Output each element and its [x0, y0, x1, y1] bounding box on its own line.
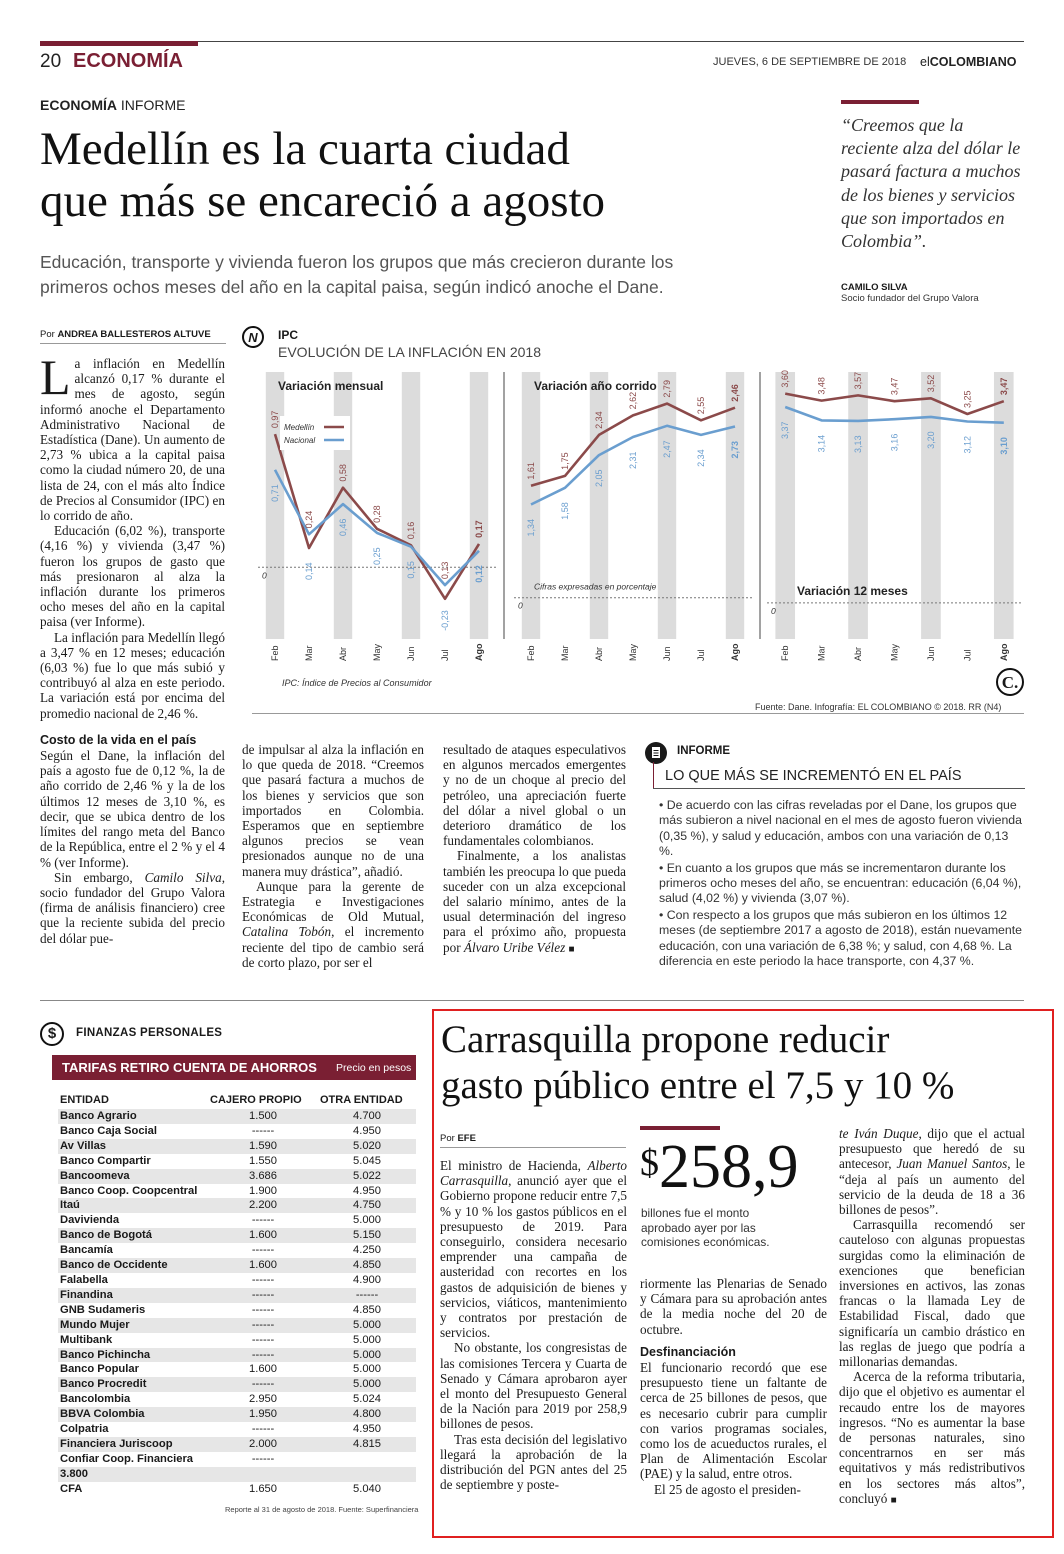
table-row [58, 1467, 416, 1482]
cell-entidad: BBVA Colombia [58, 1407, 208, 1422]
chart-band [921, 372, 941, 639]
table-row [58, 1407, 416, 1422]
a2-c1-paragraph-2: No obstante, los congresistas de las comisiones Tercera y Cuarta de Senado y Cámara aprobaron ayer el monto del Presupuesto General de la Nación para 2019 por 258,9 billones de pesos. [440, 1340, 627, 1432]
table-row [58, 1228, 416, 1243]
col1-paragraph-1: a inflación en Medellín alcanzó 0,17 % durante el mes de agosto, según informó anoche el Departamento Administrativo Nacional de Estadística (Dane). Un aumento de 2,73 % ubica a la capital paisa como la ciudad número 20, de una lista de 24, con el más alto Índice de Precios al Consumidor (IPC) en lo corrido de año. [40, 356, 225, 524]
a2-c2-paragraph-3: El 25 de agosto el presiden- [654, 1481, 801, 1497]
cell-cajero-propio: ------ [251, 1273, 275, 1286]
table-row [58, 1482, 416, 1497]
data-label: 2,62 [628, 391, 638, 410]
table-row [58, 1213, 416, 1228]
cell-cajero-propio: 1.600 [208, 1258, 318, 1273]
table-row [58, 1273, 416, 1288]
inflation-chart [252, 364, 1024, 694]
table-row [58, 1198, 416, 1213]
legend-label: Nacional [284, 436, 316, 445]
cell-entidad: Finandina [58, 1288, 208, 1303]
data-label: 2,55 [696, 396, 706, 415]
cell-entidad: Banco de Bogotá [58, 1228, 208, 1243]
data-label: 0,12 [474, 565, 484, 583]
chart-band [470, 372, 488, 639]
chart-band [658, 372, 676, 639]
article2-headline [441, 1017, 954, 1109]
data-label: 3,20 [925, 431, 936, 449]
cell-entidad: Itaú [58, 1198, 208, 1213]
data-label: 3,10 [998, 437, 1009, 455]
cell-cajero-propio: ------ [208, 1348, 318, 1363]
dollar-icon: $ [40, 1022, 64, 1046]
col3-paragraph-2: Finalmente, a los analistas también les preocupa lo que pueda suceder con un alza excepcional del salario mínimo, antes de la usual determinación del ingreso para el próximo año, propuesta por Álvaro Uribe Vélez ■ [443, 848, 626, 955]
panel-title: Variación mensual [278, 379, 384, 393]
zero-label: 0 [518, 600, 523, 611]
data-label: 0,17 [474, 520, 484, 538]
data-label: 3,12 [962, 435, 973, 454]
drop-cap: L [40, 349, 71, 405]
cell-otra-entidad: 4.900 [353, 1273, 381, 1286]
article2-headline-line2: gasto público entre el 7,5 y 10 % [441, 1064, 955, 1107]
chart-tag: IPC [278, 328, 299, 342]
article2-column-3 [839, 1126, 1025, 1508]
col1-paragraph-3: La inflación para Medellín llegó a 3,47 % en 12 meses; educación (6,03 %) fue lo que más subió y contribuyó al alza en este periodo. La variación está por encima del promedio nacional de 2,46 %. [40, 629, 225, 721]
data-label: 3,52 [925, 374, 936, 393]
tick-label: Feb [270, 645, 280, 661]
cell-entidad: Banco Popular [60, 1363, 139, 1376]
cell-cajero-propio: ------ [251, 1333, 275, 1346]
informe-tag: INFORME [677, 745, 731, 757]
cell-otra-entidad: 5.000 [318, 1377, 416, 1392]
chart-band [522, 372, 540, 639]
data-label: 0,13 [440, 561, 450, 580]
tick-label: Jun [406, 646, 416, 661]
tick-label: Feb [526, 645, 536, 661]
header-rule [198, 41, 1024, 42]
tick-label: Mar [816, 645, 827, 661]
finanzas-title-bar [52, 1055, 416, 1080]
finanzas-table-wrap [58, 1094, 416, 1497]
col2-paragraph-1: de impulsar al alza la inflación en lo que queda de 2018. “Creemos que pasará factura a muchos de los bienes y servicios que son importados en Colombia. Esperamos que en septiembre algunos precios se vean presionados aunque no de una manera muy drástica”, añadió. [242, 742, 424, 879]
data-label: 3,60 [780, 370, 791, 388]
table-row [58, 1303, 416, 1318]
col-header-cajero: CAJERO PROPIO [210, 1094, 302, 1106]
informe-bullet: • En cuanto a los grupos que más se incrementaron durante los primeros ocho meses del año, se encuentran: educación (6,04 %), salud (4,02 %) y vivienda (3,07 %). [659, 860, 1022, 906]
article-column-3 [443, 742, 626, 957]
a2-c1-paragraph-3: Tras esta decisión del legislativo llegará la aprobación de la distribución del PGN antes del 25 de septiembre y poste- [440, 1431, 627, 1493]
table-row [58, 1377, 416, 1392]
cell-entidad: Banco de Occidente [58, 1258, 208, 1273]
series-line-medellin [531, 404, 735, 486]
finanzas-table-title: TARIFAS RETIRO CUENTA DE AHORROS [62, 1060, 317, 1075]
tick-label: Abr [338, 646, 348, 661]
col1-subhead: Costo de la vida en el país [40, 732, 197, 747]
quote-role: Socio fundador del Grupo Valora [841, 293, 979, 304]
data-label: 0,16 [406, 521, 416, 540]
table-row [58, 1124, 416, 1139]
informe-title: LO QUE MÁS SE INCREMENTÓ EN EL PAÍS [665, 768, 962, 784]
data-label: 2,47 [662, 440, 672, 458]
header-accent-bar [40, 41, 198, 46]
brand-logo [920, 55, 1017, 69]
kicker [40, 97, 185, 113]
quote-accent-bar [841, 100, 919, 104]
col1-paragraph-4: Según el Dane, la inflación del país a agosto fue de 0,12 %, la de año corrido de 2,46 % y la de los últimos 12 meses de 3,10 %, es decir, que se ubica dentro de los límites del rango meta del Banco de la República, entre el 2 % y el 4 % (ver Informe). [40, 748, 225, 870]
data-label: 0,28 [372, 505, 382, 523]
table-row [58, 1109, 416, 1124]
a2-c2-paragraph-2: El funcionario recordó que ese presupuesto tiene un faltante de cerca de 25 billones de pesos, que es necesario cubrir para cumplir con varios programas sociales, como los de acueductos rurales, el Plan de Alimentación Escolar (PAE) y la salud, entre otros. [640, 1360, 827, 1482]
cell-otra-entidad [318, 1467, 416, 1482]
pull-quote: “Creemos que la reciente alza del dólar le pasará factura a muchos de los bienes y servicios que son importados en Colombia”. [841, 115, 1021, 252]
cell-entidad: Multibank [60, 1333, 113, 1346]
cell-cajero-propio: ------ [208, 1288, 318, 1303]
finanzas-table-unit: Precio en pesos [336, 1062, 412, 1074]
data-label: 0,71 [270, 484, 280, 502]
data-label: 1,58 [560, 502, 570, 520]
tick-label: Feb [780, 645, 791, 661]
document-icon-glyph [645, 742, 667, 764]
article2-byline-prefix: Por [440, 1133, 455, 1144]
data-label: 3,48 [816, 377, 827, 395]
cell-cajero-propio: ------ [208, 1318, 318, 1333]
tick-label: Jul [696, 649, 706, 661]
cell-entidad: GNB Sudameris [60, 1303, 146, 1316]
article2-byline [440, 1133, 476, 1144]
cell-otra-entidad: 5.000 [318, 1348, 416, 1363]
col1-paragraph-5: Sin embargo, Camilo Silva, socio fundador del Grupo Valora (firma de análisis financiero) cree que la reciente subida del precio del dólar pue- [40, 869, 225, 946]
cell-cajero-propio: 1.950 [208, 1407, 318, 1422]
chart-note: Cifras expresadas en porcentaje [534, 581, 657, 592]
table-header-row [58, 1094, 416, 1109]
cell-cajero-propio: 3.686 [208, 1169, 318, 1184]
chart-c-logo: C. [996, 668, 1024, 696]
chart-title: EVOLUCIÓN DE LA INFLACIÓN EN 2018 [278, 344, 541, 360]
cell-cajero-propio: 2.200 [208, 1198, 318, 1213]
end-mark: ■ [568, 943, 575, 955]
panel-title: Variación 12 meses [797, 583, 908, 598]
data-label: 0,97 [270, 410, 280, 429]
cell-entidad: Colpatria [60, 1423, 109, 1436]
series-line-nacional [785, 407, 1004, 423]
tick-label: Ago [998, 643, 1009, 661]
table-row [58, 1348, 416, 1363]
cell-otra-entidad: 5.000 [318, 1318, 416, 1333]
cell-cajero-propio: 2.000 [208, 1437, 318, 1452]
tick-label: Jul [440, 649, 450, 661]
informe-box [645, 742, 1025, 992]
header-date: JUEVES, 6 DE SEPTIEMBRE DE 2018 [713, 56, 907, 68]
informe-title-rule [653, 788, 1025, 789]
cell-cajero-propio: 1.650 [249, 1482, 277, 1495]
article-column-2 [242, 742, 424, 970]
table-row [58, 1422, 416, 1437]
data-label: 2,34 [696, 449, 706, 467]
data-label: 3,14 [816, 434, 827, 453]
data-label: 2,79 [662, 380, 672, 398]
cell-entidad: Av Villas [58, 1139, 208, 1154]
informe-bullets [659, 798, 1025, 970]
article2-byline-name: EFE [457, 1133, 476, 1144]
quote-author: CAMILO SILVA [841, 282, 908, 293]
section-name: ECONOMÍA [73, 50, 183, 72]
byline-rule [40, 343, 226, 344]
cell-otra-entidad: 4.850 [318, 1258, 416, 1273]
data-label: 0,46 [338, 518, 348, 537]
table-row [58, 1139, 416, 1154]
data-label: 1,34 [526, 518, 536, 537]
chart-source: Fuente: Dane. Infografía: EL COLOMBIANO © 2018. RR (N4) [755, 702, 1002, 712]
cell-otra-entidad: 4.800 [318, 1407, 416, 1422]
legend-label: Medellín [284, 423, 315, 432]
cell-entidad: Banco Procredit [58, 1377, 208, 1392]
byline-name: ANDREA BALLESTEROS ALTUVE [57, 329, 211, 340]
tick-label: Jun [925, 646, 936, 661]
cell-cajero-propio: 1.590 [208, 1139, 318, 1154]
chart-band [994, 372, 1014, 639]
tick-label: Mar [304, 645, 314, 661]
cell-otra-entidad: 4.850 [353, 1303, 381, 1316]
cell-entidad: CFA [60, 1482, 83, 1495]
col2-paragraph-2: Aunque para la gerente de Estrategia e Investigaciones Económicas de Old Mutual, Catalina Tobón, el incremento reciente del tipo de cambio será de corto plazo, por ser el [242, 878, 424, 970]
big-number [640, 1132, 799, 1203]
cell-entidad: Bancolombia [60, 1393, 131, 1406]
cell-cajero-propio [208, 1467, 318, 1482]
panel-title: Variación año corrido [534, 379, 657, 393]
cell-entidad: Financiera Juriscoop [58, 1437, 208, 1452]
a2-c3-paragraph-1: te Iván Duque, dijo que el actual presupuesto que heredó de su antecesor, Juan Manuel Santos, le “deja al país un aumento del servicio de la deuda de 18 a 36 billones de pesos”. [839, 1126, 1025, 1218]
cell-otra-entidad: 5.000 [353, 1363, 381, 1376]
informe-accent [653, 762, 654, 788]
byline [40, 329, 211, 340]
data-label: 3,25 [962, 390, 973, 408]
table-row [58, 1452, 416, 1467]
cell-entidad: Mundo Mujer [58, 1318, 208, 1333]
chart-n-logo: N [242, 326, 264, 348]
kicker-type: INFORME [120, 97, 186, 113]
col3-paragraph-1: resultado de ataques especulativos en algunos mercados emergentes y no de un choque al precio del petróleo, una apreciación fuerte del dólar a nivel global o un deterioro dramático de los fundamentales colombianos. [443, 742, 626, 849]
cell-otra-entidad: ------ [318, 1288, 416, 1303]
section-divider [40, 1000, 1024, 1001]
zero-label: 0 [771, 605, 776, 616]
data-label: 0,25 [372, 547, 382, 565]
deck-line2: primeros ochos meses del año en la capital paisa, según indicó anoche el Dane. [40, 277, 664, 297]
cell-cajero-propio: ------ [251, 1244, 275, 1257]
cell-cajero-propio: ------ [251, 1124, 275, 1137]
data-label: 3,47 [998, 377, 1009, 396]
chart-band [775, 372, 795, 639]
table-row [58, 1392, 416, 1407]
article2-column-2 [640, 1276, 827, 1497]
cell-cajero-propio: ------ [208, 1377, 318, 1392]
table-row [58, 1184, 416, 1199]
cell-entidad: Banco Compartir [60, 1154, 151, 1167]
document-icon [645, 742, 667, 764]
article2-column-1 [440, 1158, 627, 1492]
table-row [58, 1258, 416, 1273]
headline-line2: que más se encareció a agosto [40, 175, 606, 227]
tick-label: Jun [662, 646, 672, 661]
data-label: 0,15 [406, 561, 416, 579]
a2-c3-paragraph-2: Carrasquilla recomendó ser cauteloso con algunas propuestas surgidas como la eliminación de exenciones que benefician inversiones en activos, las zonas francas o la llamada Ley de Estabilidad Fiscal, dado que significaría un cambio drástico en las reglas de juego que podría a millonarias demandas. [839, 1217, 1025, 1370]
big-number-caption: billones fue el monto aprobado ayer por las comisiones económicas. [641, 1206, 770, 1249]
data-label: 0,24 [304, 510, 314, 529]
chart-band [402, 372, 420, 639]
a2-c2-subhead: Desfinanciación [640, 1344, 736, 1359]
data-label: 3,13 [853, 435, 864, 453]
data-label: 0,14 [304, 562, 314, 581]
tick-label: Ago [730, 643, 740, 661]
finanzas-footer: Reporte al 31 de agosto de 2018. Fuente: Superfinanciera [225, 1505, 419, 1514]
big-number-value: 258,9 [659, 1133, 799, 1201]
cell-cajero-propio: 1.900 [249, 1184, 277, 1197]
table-row [58, 1437, 416, 1452]
cell-entidad: Bancoomeva [58, 1169, 208, 1184]
cell-otra-entidad: 4.950 [353, 1423, 381, 1436]
tarifas-table [58, 1094, 416, 1497]
page-number: 20 [40, 51, 62, 72]
data-label: 2,73 [730, 440, 740, 459]
data-label: 1,61 [526, 462, 536, 480]
cell-otra-entidad: 4.750 [318, 1198, 416, 1213]
cell-cajero-propio: ------ [251, 1452, 275, 1465]
cell-cajero-propio: ------ [251, 1214, 275, 1227]
chart-bottom-rule [252, 713, 1024, 714]
chart-band [848, 372, 868, 639]
deck-line1: Educación, transporte y vivienda fueron los grupos que más crecieron durante los [40, 252, 674, 272]
brand-name: COLOMBIANO [929, 55, 1017, 69]
tick-label: Ago [474, 643, 484, 661]
cell-otra-entidad: 5.150 [318, 1228, 416, 1243]
cell-cajero-propio: ------ [251, 1423, 275, 1436]
big-number-accent [640, 1126, 720, 1130]
zero-label: 0 [262, 570, 267, 581]
chart-footnote: IPC: Índice de Precios al Consumidor [282, 678, 432, 688]
a2-c2-paragraph-1: riormente las Plenarias de Senado y Cámara para su aprobación antes de la media noche del 20 de octubre. [640, 1276, 827, 1337]
cell-otra-entidad: 4.815 [318, 1437, 416, 1452]
big-number-currency: $ [640, 1142, 659, 1184]
a2-c1-paragraph-1: El ministro de Hacienda, Alberto Carrasquilla, anunció ayer que el Gobierno propone reducir entre 7,5 % y 10 % los gastos públicos en el presupuesto de 2019. Para conseguirlo, considera necesario emprender una campaña de austeridad con recortes en los gastos de adquisición de bienes y servicios, viáticos, mantenimiento y contratos por prestación de servicios. [440, 1158, 627, 1341]
cell-otra-entidad: 5.022 [318, 1169, 416, 1184]
cell-cajero-propio: 2.950 [249, 1393, 277, 1406]
data-label: 2,46 [730, 384, 740, 402]
cell-entidad: Banco Pichincha [58, 1348, 208, 1363]
tick-label: Abr [594, 646, 604, 661]
article-column-1 [40, 349, 225, 946]
data-label: 1,75 [560, 452, 570, 470]
informe-bullet: • De acuerdo con las cifras reveladas por el Dane, los grupos que más subieron a nivel nacional en el mes de agosto fueron vivienda (0,35 %), y salud y educación, ambos con una variación de 0,13 %. [659, 798, 1022, 859]
cell-entidad: Banco Caja Social [60, 1124, 157, 1137]
cell-otra-entidad: 5.020 [318, 1139, 416, 1154]
col1-paragraph-2: Educación (6,02 %), transporte (4,16 %) y vivienda (3,47 %) fueron los grupos de gasto que más presionaron al alza la inflación durante los primeros ocho meses del año en la capital paisa (ver Informe). [40, 523, 225, 630]
cell-otra-entidad: 5.045 [353, 1154, 381, 1167]
table-row [58, 1362, 416, 1377]
tick-label: Mar [560, 645, 570, 661]
cell-entidad: 3.800 [58, 1467, 208, 1482]
cell-otra-entidad: 5.000 [353, 1333, 381, 1346]
finanzas-tag: FINANZAS PERSONALES [76, 1027, 223, 1039]
cell-entidad: Banco Agrario [58, 1109, 208, 1124]
cell-otra-entidad: 4.250 [353, 1244, 381, 1257]
col-header-otra: OTRA ENTIDAD [320, 1094, 403, 1106]
a2-c3-paragraph-3: Acerca de la reforma tributaria, dijo que el objetivo es aumentar el recaudo entre los de mayores ingresos. “No es aumentar la base de personas naturales, sino concentrarnos en ser más equitativos y más redistributivos en los sectores más altos”, concluyó ■ [839, 1369, 1025, 1506]
data-label: 3,47 [889, 377, 900, 396]
headline-line1: Medellín es la cuarta ciudad [40, 123, 570, 175]
deck [40, 250, 673, 300]
data-label: 2,05 [594, 469, 604, 488]
data-label: 2,34 [594, 411, 604, 429]
cell-otra-entidad: 5.040 [353, 1482, 381, 1495]
table-row [58, 1318, 416, 1333]
chart-band [726, 372, 744, 639]
byline-prefix: Por [40, 329, 55, 340]
cell-otra-entidad: 4.950 [353, 1184, 381, 1197]
cell-entidad: Davivienda [60, 1214, 120, 1227]
headline [40, 123, 605, 227]
cell-cajero-propio: ------ [251, 1303, 275, 1316]
cell-cajero-propio: 1.600 [249, 1363, 277, 1376]
cell-otra-entidad: 4.700 [318, 1109, 416, 1124]
chart-header [242, 324, 1024, 364]
table-row [58, 1288, 416, 1303]
brand-el: el [920, 55, 930, 69]
data-label: 3,16 [889, 433, 900, 452]
table-row [58, 1243, 416, 1258]
cell-otra-entidad: 5.000 [353, 1214, 381, 1227]
data-label: 2,31 [628, 451, 638, 469]
kicker-section: ECONOMÍA [40, 97, 117, 113]
data-label: 3,57 [853, 371, 864, 390]
cell-cajero-propio: 1.500 [208, 1109, 318, 1124]
table-row [58, 1333, 416, 1348]
cell-cajero-propio: 1.550 [249, 1154, 277, 1167]
tick-label: May [372, 643, 382, 661]
data-label: -0,23 [440, 610, 450, 631]
cell-entidad: Bancamía [60, 1244, 113, 1257]
cell-entidad: Banco Coop. Coopcentral [60, 1184, 198, 1197]
cell-otra-entidad: 4.950 [353, 1124, 381, 1137]
cell-otra-entidad: 5.024 [353, 1393, 381, 1406]
article2-byline-rule [440, 1147, 626, 1148]
cell-entidad: Confiar Coop. Financiera [60, 1452, 194, 1465]
data-label: 3,37 [780, 421, 791, 439]
cell-otra-entidad [318, 1452, 416, 1467]
cell-cajero-propio: 1.600 [208, 1228, 318, 1243]
tick-label: Jul [962, 649, 973, 661]
data-label: 0,58 [338, 464, 348, 482]
table-row [58, 1169, 416, 1184]
article2-end-mark: ■ [890, 1494, 897, 1506]
tick-label: May [889, 643, 900, 661]
cell-entidad: Falabella [60, 1273, 108, 1286]
tick-label: Abr [853, 646, 864, 661]
tick-label: May [628, 643, 638, 661]
informe-bullet: • Con respecto a los grupos que más subieron en los últimos 12 meses (de septiembre 2017 a agosto de 2018), están nuevamente educación, con una variación de 6,38 %; y salud, con 4,68 %. La diferencia en este periodo la hace transporte, con 4,37 %. [659, 907, 1022, 969]
article2-headline-line1: Carrasquilla propone reducir [441, 1018, 890, 1061]
col-header-entidad: ENTIDAD [60, 1094, 109, 1106]
table-row [58, 1154, 416, 1169]
